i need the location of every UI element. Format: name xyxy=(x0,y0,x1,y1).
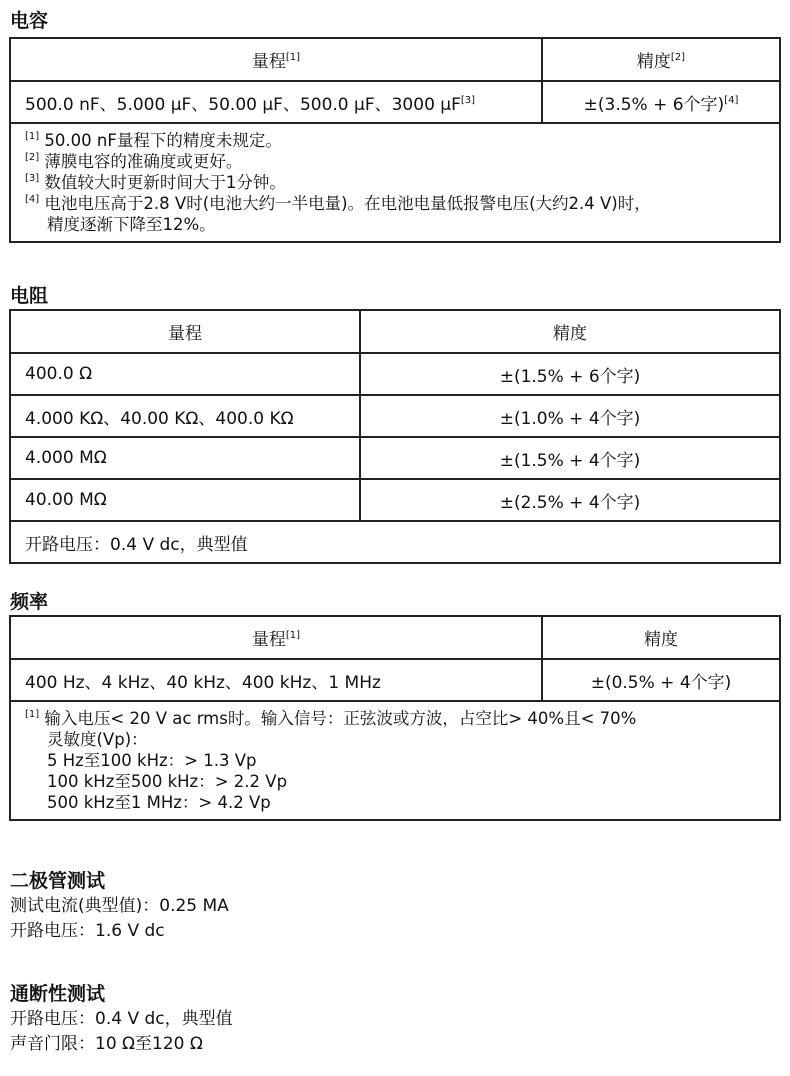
frequency-notes xyxy=(10,701,780,820)
note-text: 输入电压< 20 V ac rms时。输入信号：正弦波或方波，占空比> 40%且< 70% xyxy=(44,709,637,728)
frequency-col-range xyxy=(10,616,542,659)
note-item xyxy=(25,708,765,729)
resistance-range-cell: 40.00 MΩ xyxy=(10,479,360,521)
frequency-range-cell: 400 Hz、4 kHz、40 kHz、400 kHz、1 MHz xyxy=(10,659,542,701)
note-item xyxy=(25,130,765,151)
diode-line: 开路电压：1.6 V dc xyxy=(10,921,165,941)
capacitance-col-range-label: 量程 xyxy=(251,52,286,72)
note-text: 500 kHz至1 MHz：> 4.2 Vp xyxy=(47,793,271,812)
note-text: 50.00 nF量程下的精度未规定。 xyxy=(44,131,282,150)
resistance-title: 电阻 xyxy=(10,285,49,307)
capacitance-accuracy-value: ±(3.5% + 6个字) xyxy=(583,94,725,115)
diode-line: 测试电流(典型值)：0.25 MA xyxy=(10,896,229,916)
capacitance-table xyxy=(9,37,781,243)
continuity-section xyxy=(10,982,233,1057)
capacitance-notes xyxy=(10,123,780,242)
table-row xyxy=(10,353,780,395)
capacitance-col-range xyxy=(10,38,542,81)
note-text: 电池电压高于2.8 V时(电池大约一半电量)。在电池电量低报警电压(大约2.4 V)时， xyxy=(44,194,651,213)
diode-title: 二极管测试 xyxy=(10,870,106,892)
resistance-col-range: 量程 xyxy=(10,310,360,353)
footnote-mark: [3] xyxy=(25,173,40,184)
capacitance-accuracy-cell xyxy=(542,81,780,123)
resistance-accuracy-cell: ±(1.0% + 4个字) xyxy=(360,395,780,437)
note-item xyxy=(25,172,765,193)
note-text: 灵敏度(Vp)： xyxy=(47,730,148,749)
resistance-accuracy-cell: ±(1.5% + 6个字) xyxy=(360,353,780,395)
note-item xyxy=(25,151,765,172)
footnote-mark: [4] xyxy=(724,94,739,106)
resistance-table xyxy=(9,309,781,564)
resistance-accuracy-cell: ±(2.5% + 4个字) xyxy=(360,479,780,521)
footnote-mark: [4] xyxy=(25,194,40,205)
capacitance-range-value: 500.0 nF、5.000 μF、50.00 μF、500.0 μF、3000 μF xyxy=(25,94,461,115)
table-row xyxy=(10,479,780,521)
note-text-continued: 精度逐渐下降至12%。 xyxy=(47,215,216,234)
resistance-range-cell: 4.000 MΩ xyxy=(10,437,360,479)
footnote-mark: [2] xyxy=(25,152,40,163)
capacitance-title: 电容 xyxy=(10,10,49,32)
footnote-mark: [3] xyxy=(460,94,476,106)
footnote-mark: [1] xyxy=(285,630,301,641)
capacitance-range-cell xyxy=(10,81,542,123)
note-text: 薄膜电容的准确度或更好。 xyxy=(44,152,243,171)
table-row xyxy=(10,437,780,479)
resistance-col-accuracy: 精度 xyxy=(360,310,780,353)
footnote-mark: [1] xyxy=(25,709,40,720)
footnote-mark: [1] xyxy=(285,52,301,63)
frequency-title: 频率 xyxy=(10,591,49,613)
footnote-mark: [1] xyxy=(25,131,40,142)
capacitance-col-accuracy-label: 精度 xyxy=(636,52,671,72)
note-text: 5 Hz至100 kHz：> 1.3 Vp xyxy=(47,751,257,770)
resistance-footer: 开路电压：0.4 V dc，典型值 xyxy=(10,521,780,563)
capacitance-col-accuracy xyxy=(542,38,780,81)
diode-section xyxy=(10,869,229,944)
frequency-col-accuracy: 精度 xyxy=(542,616,780,659)
continuity-line: 开路电压：0.4 V dc，典型值 xyxy=(10,1009,233,1029)
note-text: 100 kHz至500 kHz：> 2.2 Vp xyxy=(47,772,288,791)
note-text: 数值较大时更新时间大于1分钟。 xyxy=(44,173,286,192)
frequency-table xyxy=(9,615,781,821)
note-item xyxy=(25,193,765,214)
frequency-accuracy-cell: ±(0.5% + 4个字) xyxy=(542,659,780,701)
resistance-accuracy-cell: ±(1.5% + 4个字) xyxy=(360,437,780,479)
continuity-title: 通断性测试 xyxy=(10,983,106,1005)
table-row xyxy=(10,395,780,437)
frequency-col-range-label: 量程 xyxy=(251,630,286,650)
resistance-range-cell: 400.0 Ω xyxy=(10,353,360,395)
footnote-mark: [2] xyxy=(670,52,686,63)
continuity-line: 声音门限：10 Ω至120 Ω xyxy=(10,1034,203,1054)
resistance-range-cell: 4.000 KΩ、40.00 KΩ、400.0 KΩ xyxy=(10,395,360,437)
